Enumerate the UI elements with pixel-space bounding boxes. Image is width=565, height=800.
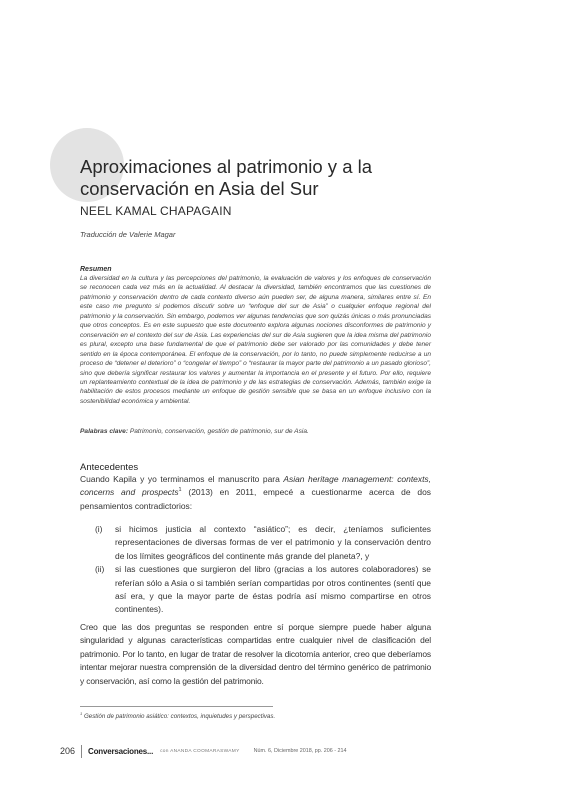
- journal-name: Conversaciones...: [88, 746, 154, 756]
- list-item-text: si las cuestiones que surgieron del libro (gracias a los autores colaboradores) se referían sólo a Asia o si también serían compartidas por otros continentes (sentí que así era, y que la mayor parte de éstas podría así mismo compartirse en otros continentes).: [115, 564, 431, 615]
- footnote-text: Gestión de patrimonio asiático: contextos, inquietudes y perspectivas.: [82, 713, 276, 720]
- footnote-number: 1: [80, 710, 83, 716]
- book-title: Asian heritage management: contexts, concerns and prospects: [80, 474, 431, 498]
- paragraph-intro-start: Cuando Kapila y yo terminamos el manuscrito para: [80, 474, 284, 484]
- list-item: [80, 563, 431, 617]
- paragraph-intro-end: (2013) en 2011, empecé a cuestionarme acerca de dos pensamientos contradictorios:: [80, 487, 431, 511]
- list-item-text: si hicimos justicia al contexto “asiático”; es decir, ¿teníamos suficientes representaciones de diversas formas de ver el patrimonio y la conservación dentro de los límites geográficos del continente más grande del planeta?, y: [115, 524, 431, 561]
- list-marker: (i): [95, 524, 103, 534]
- page-number: 206: [60, 746, 76, 756]
- journal-subtitle: con ANANDA COOMARASWAMY: [160, 748, 240, 754]
- keywords-label: Palabras clave:: [80, 428, 129, 435]
- issue-info: Núm. 6, Diciembre 2018, pp. 206 - 214: [253, 748, 347, 754]
- footnote: [80, 710, 276, 720]
- footnote-ref: 1: [178, 487, 182, 494]
- paragraph-intro: [80, 473, 431, 513]
- abstract-label: Resumen: [80, 266, 112, 273]
- article-author: NEEL KAMAL CHAPAGAIN: [80, 204, 232, 218]
- article-title: Aproximaciones al patrimonio y a la conservación en Asia del Sur: [80, 156, 373, 199]
- question-list: [80, 523, 431, 617]
- page-footer: [60, 744, 347, 758]
- translator-credit: Traducción de Valerie Magar: [80, 230, 176, 239]
- section-heading: Antecedentes: [80, 462, 139, 473]
- keywords-text: Patrimonio, conservación, gestión de patrimonio, sur de Asia.: [128, 428, 309, 435]
- keywords: [80, 428, 431, 435]
- abstract-text: La diversidad en la cultura y las percepciones del patrimonio, la evaluación de valores y los enfoques de conservación se reconocen cada vez más en la actualidad. Al destacar la diversidad, también encontramos que las cuestiones de patrimonio y conservación dentro de cada contexto diverso aún pueden ser, de alguna manera, similares entre sí. En este caso me pregunto si podemos discutir sobre un “enfoque del sur de Asia” o cualquier enfoque regional del patrimonio y la conservación. Sin embargo, podemos ver algunas tendencias que son quizás únicas o más pronunciadas que otros conceptos. Es en este supuesto que este documento explora algunas nociones disconformes de patrimonio y conservación en el contexto del sur de Asia. Las experiencias del sur de Asia sugieren que la idea misma del patrimonio es plural, excepto una base fundamental de que el patrimonio debe ser valorado por las comunidades y debe tener sentido en la época contemporánea. El enfoque de la conservación, por lo tanto, no puede simplemente reducirse a un proceso de “detener el deterioro” o “congelar el tiempo” o “restaurar la mayor parte del patrimonio a un pasado glorioso”, sino que debería significar restaurar los valores y aumentar la importancia en el presente y el futuro. Por ello, requiere un replanteamiento contextual de la idea de patrimonio y de las estrategias de conservación. Además, también exige la habilitación de estos procesos mediante un enfoque de gestión sensible que se basa en un enfoque inclusivo con la sostenibilidad económica y ambiental.: [80, 275, 431, 405]
- paragraph-conclusion: Creo que las dos preguntas se responden entre sí porque siempre puede haber alguna singularidad y algunas características compartidas entre cualquier nivel de clasificación del patrimonio. Por lo tanto, en lugar de tratar de resolver la dicotomía anterior, creo que deberíamos intentar mejorar nuestra comprensión de la diversidad dentro del término genérico de patrimonio y conservación, así como la gestión del patrimonio.: [80, 622, 431, 686]
- footer-divider: [81, 745, 82, 758]
- list-marker: (ii): [95, 564, 105, 575]
- footnote-divider: [80, 706, 273, 707]
- list-item: [80, 523, 431, 563]
